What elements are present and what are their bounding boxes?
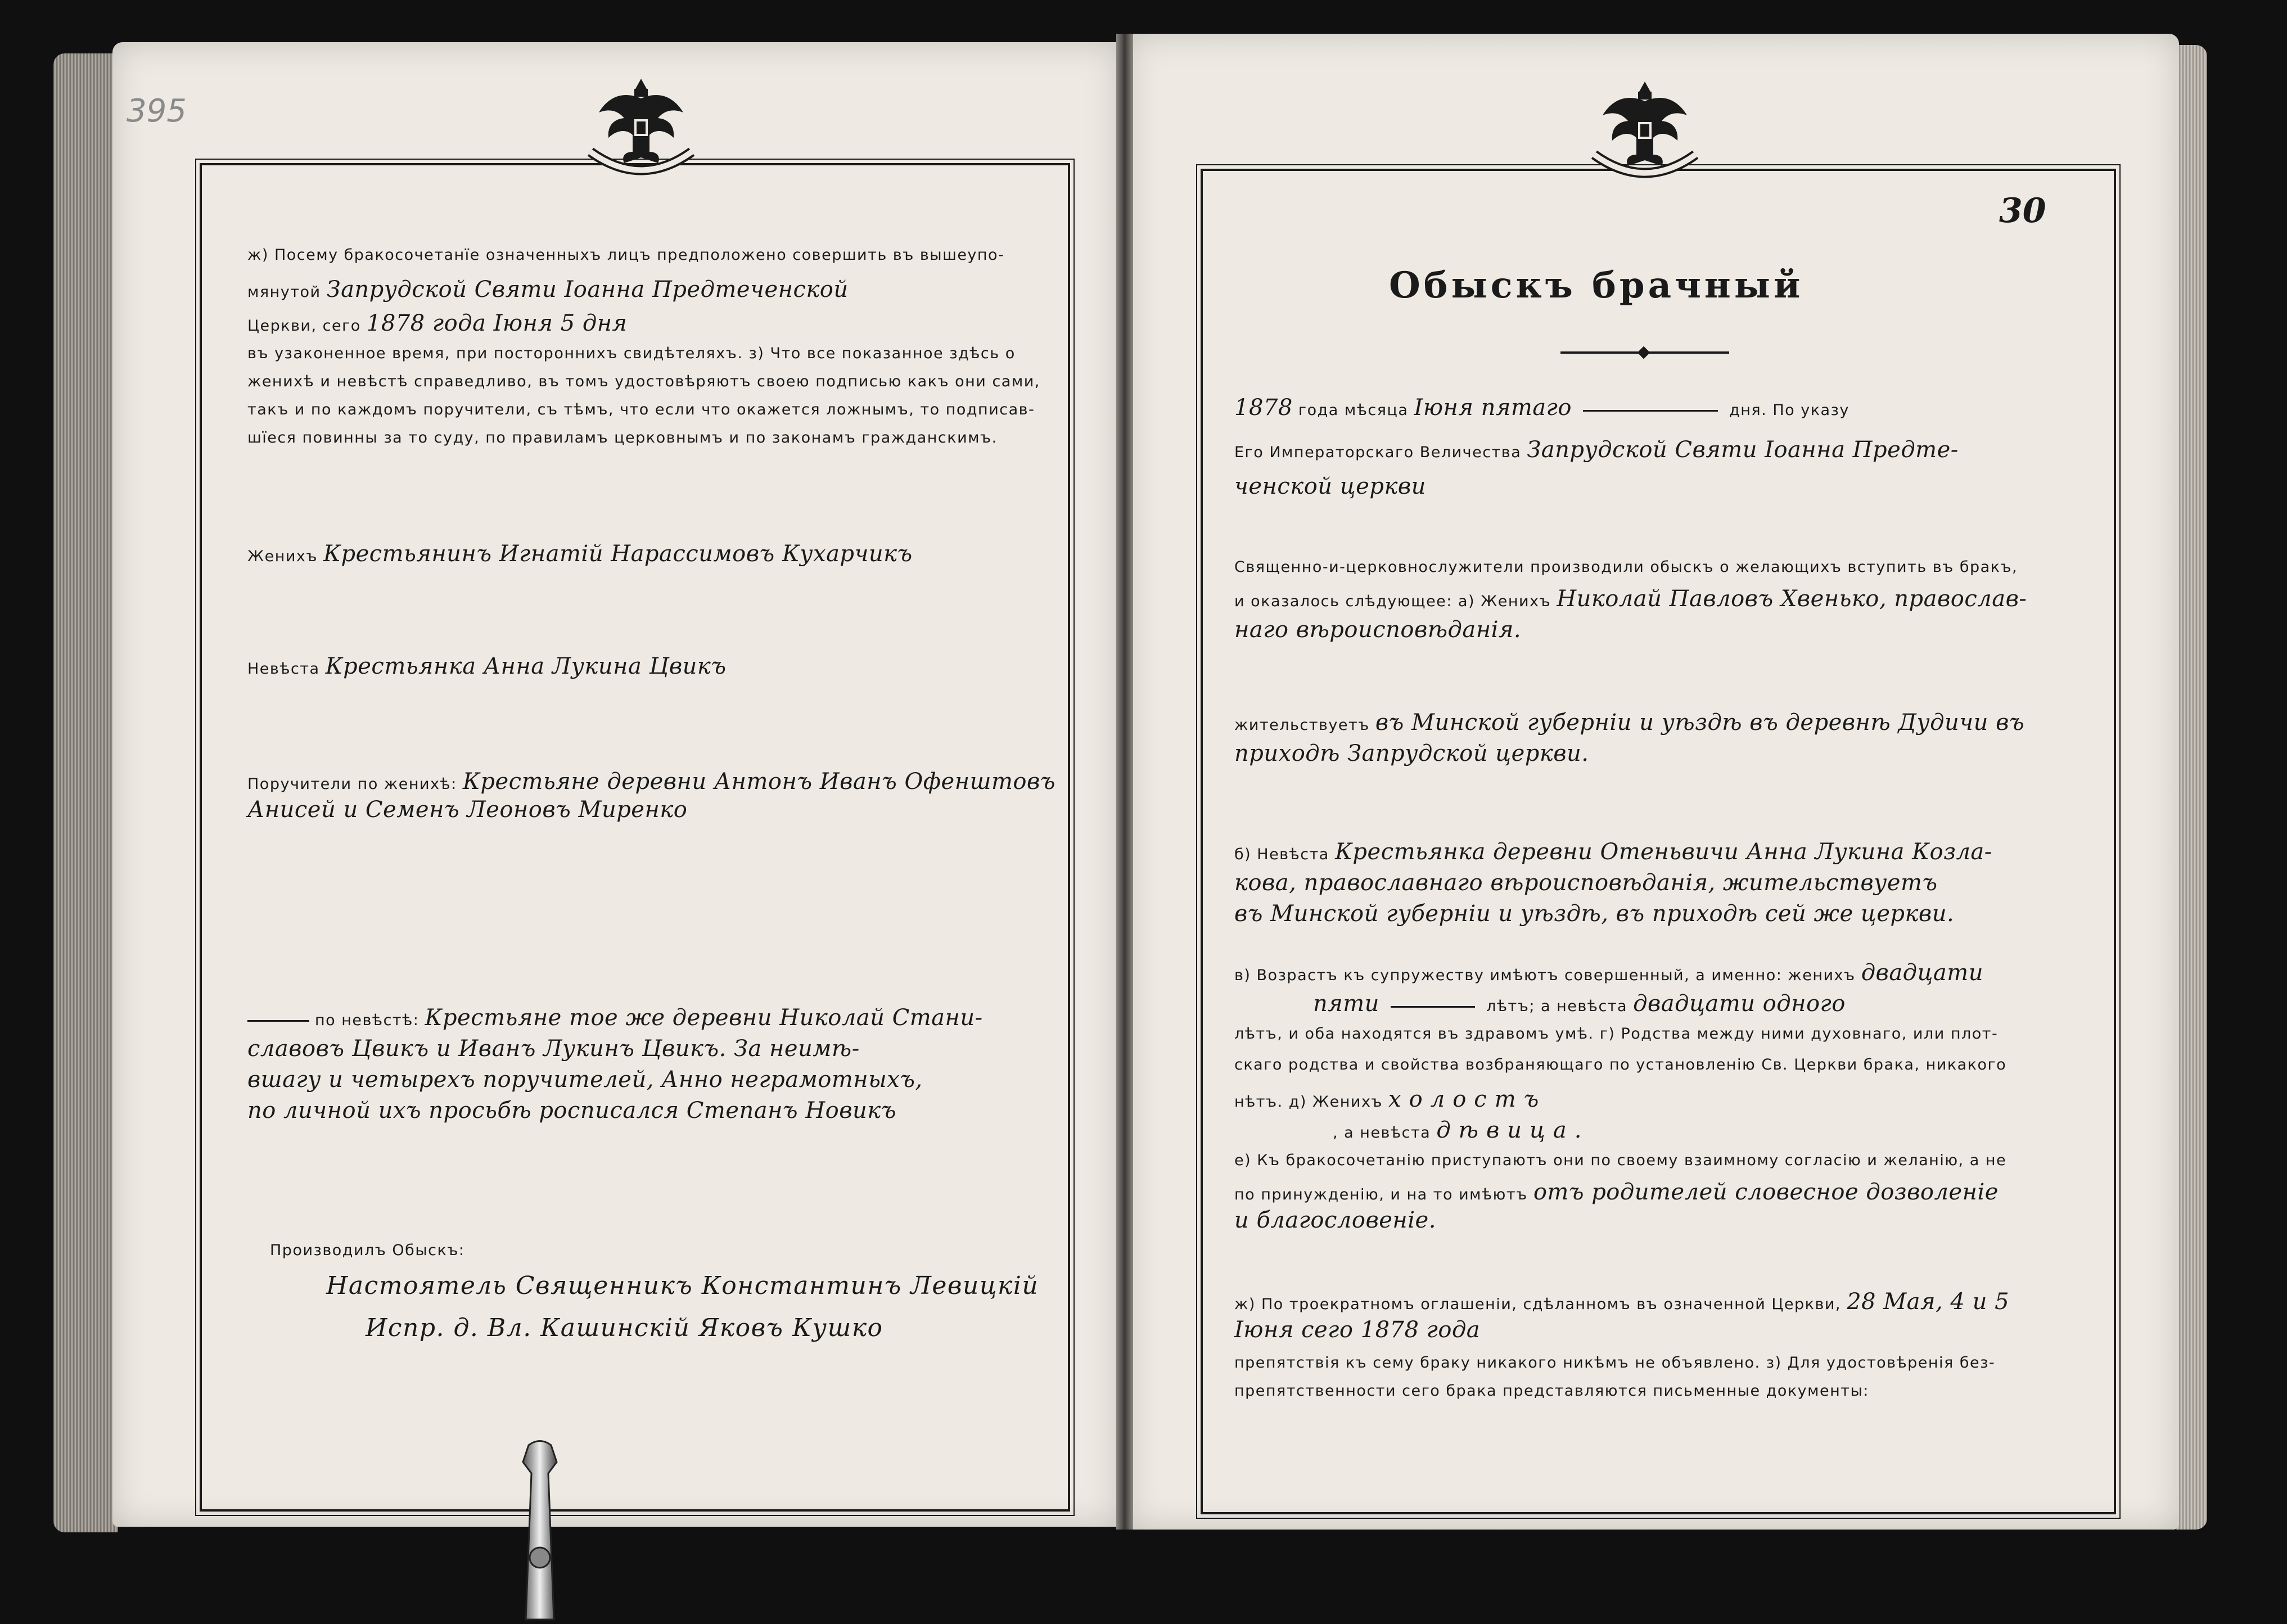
guarantors-groom-value-2: Анисей и Семенъ Леоновъ Миренко bbox=[247, 797, 688, 823]
bride-row bbox=[247, 655, 726, 678]
wedding-date-handwritten: 1878 года Іюня 5 дня bbox=[366, 310, 628, 336]
left-page-frame bbox=[200, 163, 1070, 1512]
bride-para-line-1 bbox=[1234, 841, 1992, 863]
leader-line bbox=[1391, 1006, 1475, 1008]
pencil-page-number: 395 bbox=[127, 93, 187, 129]
age-label: в) Возрастъ къ супружеству имѣютъ совершенный, а именно: женихъ bbox=[1234, 967, 1856, 984]
title-divider bbox=[1560, 351, 1729, 354]
guarantors-groom-value-1: Крестьяне деревни Антонъ Иванъ Офенштовъ bbox=[462, 769, 1055, 795]
banns-line-2: Іюня сего 1878 года bbox=[1234, 1317, 1481, 1343]
age-line-1 bbox=[1234, 962, 1983, 984]
banns-dates-handwritten: 28 Мая, 4 и 5 bbox=[1847, 1289, 2010, 1315]
groom-status-label: нѣтъ. д) Женихъ bbox=[1234, 1093, 1383, 1111]
guarantors-bride-value-2: славовъ Цвикъ и Иванъ Лукинъ Цвикъ. За неимѣ- bbox=[247, 1036, 860, 1062]
guarantors-groom-row bbox=[247, 770, 1055, 793]
consent-handwritten: отъ родителей словесное дозволеніе bbox=[1533, 1179, 1999, 1205]
header-church-handwritten: Запрудской Святи Іоанна Предте- bbox=[1527, 437, 1959, 463]
banns-line-1 bbox=[1234, 1291, 2009, 1313]
groom-status-handwritten: холостъ bbox=[1388, 1086, 1547, 1112]
investigated-label: Производилъ Обыскъ: bbox=[270, 1242, 465, 1259]
banns-line-4: препятственности сего брака представляются письменные документы: bbox=[1234, 1382, 1869, 1400]
age-line-4: скаго родства и свойства возбраняющаго по установленію Св. Церкви брака, никакого bbox=[1234, 1056, 2007, 1073]
header-line-3: ченской церкви bbox=[1234, 473, 1426, 499]
age-line-6 bbox=[1333, 1119, 1590, 1142]
para-zh-line-3-label: Церкви, сего bbox=[247, 317, 361, 335]
guarantors-bride-value-3: вшагу и четырехъ поручителей, Анно неграмотныхъ, bbox=[247, 1067, 923, 1093]
leader-line bbox=[247, 1020, 309, 1022]
folio-number: 30 bbox=[1999, 191, 2046, 231]
church-name-handwritten: Запрудской Святи Іоанна Предтеченской bbox=[326, 277, 849, 303]
para-zh-line-2-label: мянутой bbox=[247, 283, 321, 301]
para-zh-line-1: ж) Посему бракосочетанїе означенныхъ лицъ предположено совершить въ вышеупо- bbox=[247, 246, 1005, 264]
bride-age-handwritten: двадцати одного bbox=[1633, 991, 1846, 1017]
bride-age-label: лѣтъ; а невѣста bbox=[1486, 998, 1628, 1015]
header-majesty-label: Его Императорскаго Величества bbox=[1234, 444, 1522, 461]
age-line-5 bbox=[1234, 1088, 1546, 1111]
header-month-label: года мѣсяца bbox=[1298, 402, 1409, 419]
bride-status-handwritten: дѣвица. bbox=[1436, 1117, 1590, 1143]
guarantors-bride-value-4: по личной ихъ просьбѣ росписался Степанъ Новикъ bbox=[247, 1098, 896, 1124]
book-gutter bbox=[1116, 34, 1133, 1530]
metal-page-clip-icon bbox=[506, 1440, 574, 1624]
residence-label: жительствуетъ bbox=[1234, 716, 1370, 734]
investigator-signature-2: Испр. д. Вл. Кашинскій Яковъ Кушко bbox=[366, 1314, 883, 1342]
header-day-handwritten: Іюня пятаго bbox=[1414, 395, 1572, 421]
leader-line bbox=[1583, 410, 1718, 412]
para-zh-line-3 bbox=[247, 312, 628, 335]
guarantors-groom-label: Поручители по женихѣ: bbox=[247, 775, 457, 793]
banns-label: ж) По троекратномъ оглашеніи, сдѣланномъ въ означенной Церкви, bbox=[1234, 1296, 1841, 1313]
groom-label: Женихъ bbox=[247, 548, 318, 565]
para-zh-line-5: женихѣ и невѣстѣ справедливо, въ томъ удостовѣряютъ своею подписью какъ они сами, bbox=[247, 373, 1040, 390]
bride-value: Крестьянка Анна Лукина Цвикъ bbox=[325, 653, 727, 679]
header-line-2 bbox=[1234, 439, 1959, 461]
double-headed-eagle-emblem-icon bbox=[1572, 70, 1718, 188]
bride-label: Невѣста bbox=[247, 660, 320, 678]
bride-status-label: , а невѣста bbox=[1333, 1124, 1431, 1142]
residence-value-2: приходѣ Запрудской церкви. bbox=[1234, 741, 1589, 766]
para-a-line-2 bbox=[1234, 588, 2027, 610]
guarantors-bride-row bbox=[242, 1007, 983, 1029]
consent-line-3: и благословеніе. bbox=[1234, 1207, 1436, 1233]
groom-age-handwritten-2: пяти bbox=[1313, 991, 1379, 1017]
guarantors-bride-label: по невѣстѣ: bbox=[315, 1012, 419, 1029]
bride-para-value-1: Крестьянка деревни Отеньвичи Анна Лукина Козла- bbox=[1334, 839, 1992, 865]
para-a-line-3: наго вѣроисповѣданія. bbox=[1234, 617, 1522, 643]
residence-line-1 bbox=[1234, 711, 2024, 734]
banns-line-3: препятствія къ сему браку никакого никѣмъ не объявлено. з) Для удостовѣренія без- bbox=[1234, 1354, 1996, 1372]
header-ukaz-label: дня. По указу bbox=[1729, 402, 1850, 419]
para-zh-line-7: шїеся повинны за то суду, по правиламъ церковнымъ и по законамъ гражданскимъ. bbox=[247, 429, 998, 446]
para-zh-line-4: въ узаконенное время, при постороннихъ свидѣтеляхъ. з) Что все показанное здѣсь о bbox=[247, 345, 1016, 362]
groom-value: Крестьянинъ Игнатій Нарассимовъ Кухарчикъ bbox=[323, 541, 913, 567]
bride-para-label: б) Невѣста bbox=[1234, 846, 1329, 863]
investigator-signature-1: Настоятель Священникъ Константинъ Левицкій bbox=[326, 1271, 1039, 1300]
para-zh-line-6: такъ и по каждомъ поручители, съ тѣмъ, что если что окажется ложнымъ, то подписав- bbox=[247, 401, 1035, 418]
para-zh-line-2 bbox=[247, 278, 849, 301]
para-a-groom-label: и оказалось слѣдующее: а) Женихъ bbox=[1234, 593, 1551, 610]
bride-para-value-3: въ Минской губерніи и уѣздѣ, въ приходѣ сей же церкви. bbox=[1234, 901, 1955, 927]
book-edge-left bbox=[53, 53, 118, 1532]
guarantors-bride-value-1: Крестьяне тое же деревни Николай Стани- bbox=[425, 1005, 983, 1031]
age-line-2 bbox=[1234, 993, 1846, 1015]
consent-label: по принужденію, и на то имѣютъ bbox=[1234, 1186, 1528, 1203]
groom-age-handwritten: двадцати bbox=[1861, 960, 1983, 986]
header-line-1 bbox=[1234, 396, 1850, 419]
consent-line-1: е) Къ бракосочетанію приступаютъ они по своему взаимному согласію и желанію, а не bbox=[1234, 1152, 2007, 1169]
groom-row bbox=[247, 543, 913, 565]
consent-line-2 bbox=[1234, 1181, 1999, 1203]
page-title: Обыскъ брачный bbox=[1389, 264, 1804, 306]
age-line-3: лѣтъ, и оба находятся въ здравомъ умѣ. г) Родства между ними духовнаго, или плот- bbox=[1234, 1025, 1999, 1043]
groom-name-handwritten: Николай Павловъ Хвенько, православ- bbox=[1557, 586, 2027, 612]
para-a-line-1: Священно-и-церковнослужители производили обыскъ о желающихъ вступить въ бракъ, bbox=[1234, 558, 2018, 576]
book-edge-right bbox=[2176, 45, 2207, 1530]
residence-value-1: въ Минской губерніи и уѣздѣ въ деревнѣ Дудичи въ bbox=[1375, 710, 2025, 736]
bride-para-value-2: кова, православнаго вѣроисповѣданія, жительствуетъ bbox=[1234, 870, 1938, 896]
double-headed-eagle-emblem-icon bbox=[568, 67, 714, 186]
year-handwritten: 1878 bbox=[1234, 395, 1293, 421]
